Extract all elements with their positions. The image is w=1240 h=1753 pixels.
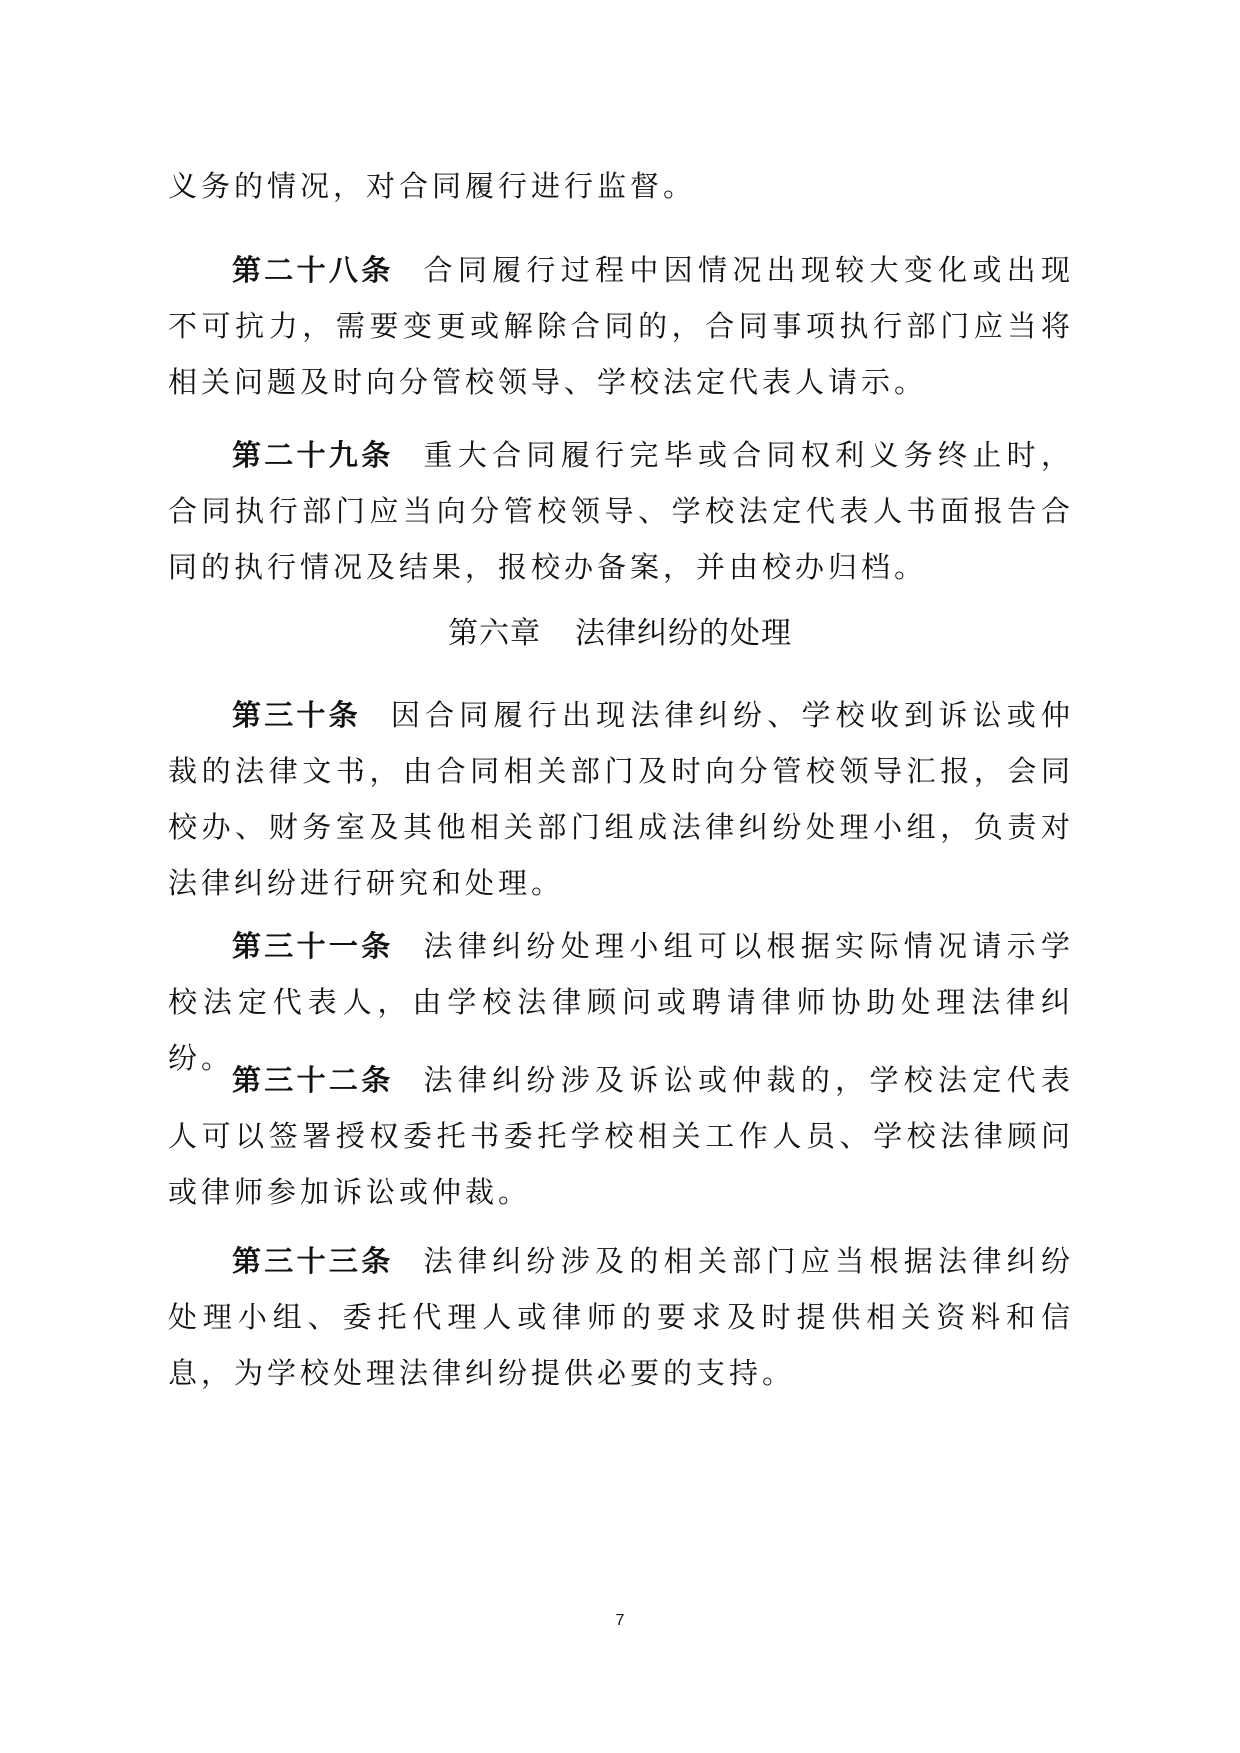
article-number: 第三十三条 [232,1244,394,1278]
chapter-number: 第六章 [448,616,541,651]
article-number: 第三十一条 [232,929,394,963]
article-number: 第二十九条 [232,438,394,472]
article-text: 法律纠纷涉及的相关部门应当根据法律纠纷处理小组、委托代理人或律师的要求及时提供相关资料和信息，为学校处理法律纠纷提供必要的支持。 [168,1244,1074,1390]
chapter-title: 法律纠纷的处理 [575,616,792,651]
article-30 [168,687,1074,911]
article-text: 重大合同履行完毕或合同权利义务终止时，合同执行部门应当向分管校领导、学校法定代表人书面报告合同的执行情况及结果，报校办备案，并由校办归档。 [168,438,1074,584]
page-number: 7 [615,1612,625,1629]
article-text: 因合同履行出现法律纠纷、学校收到诉讼或仲裁的法律文书，由合同相关部门及时向分管校领导汇报，会同校办、财务室及其他相关部门组成法律纠纷处理小组，负责对法律纠纷进行研究和处理。 [168,698,1074,900]
continuation-text: 义务的情况，对合同履行进行监督。 [168,169,697,203]
article-28 [168,242,1074,410]
article-text: 合同履行过程中因情况出现较大变化或出现不可抗力，需要变更或解除合同的，合同事项执行部门应当将相关问题及时向分管校领导、学校法定代表人请示。 [168,253,1074,399]
continuation-paragraph [168,158,1074,214]
article-29 [168,427,1074,595]
article-number: 第三十二条 [232,1063,394,1097]
article-number: 第三十条 [232,698,361,732]
article-number: 第二十八条 [232,253,394,287]
article-32 [168,1052,1074,1220]
article-text: 法律纠纷处理小组可以根据实际情况请示学校法定代表人，由学校法律顾问或聘请律师协助处理法律纠纷。 [168,929,1074,1075]
article-33 [168,1233,1074,1401]
article-text: 法律纠纷涉及诉讼或仲裁的，学校法定代表人可以签署授权委托书委托学校相关工作人员、学校法律顾问或律师参加诉讼或仲裁。 [168,1063,1074,1209]
chapter-heading [0,606,1240,662]
